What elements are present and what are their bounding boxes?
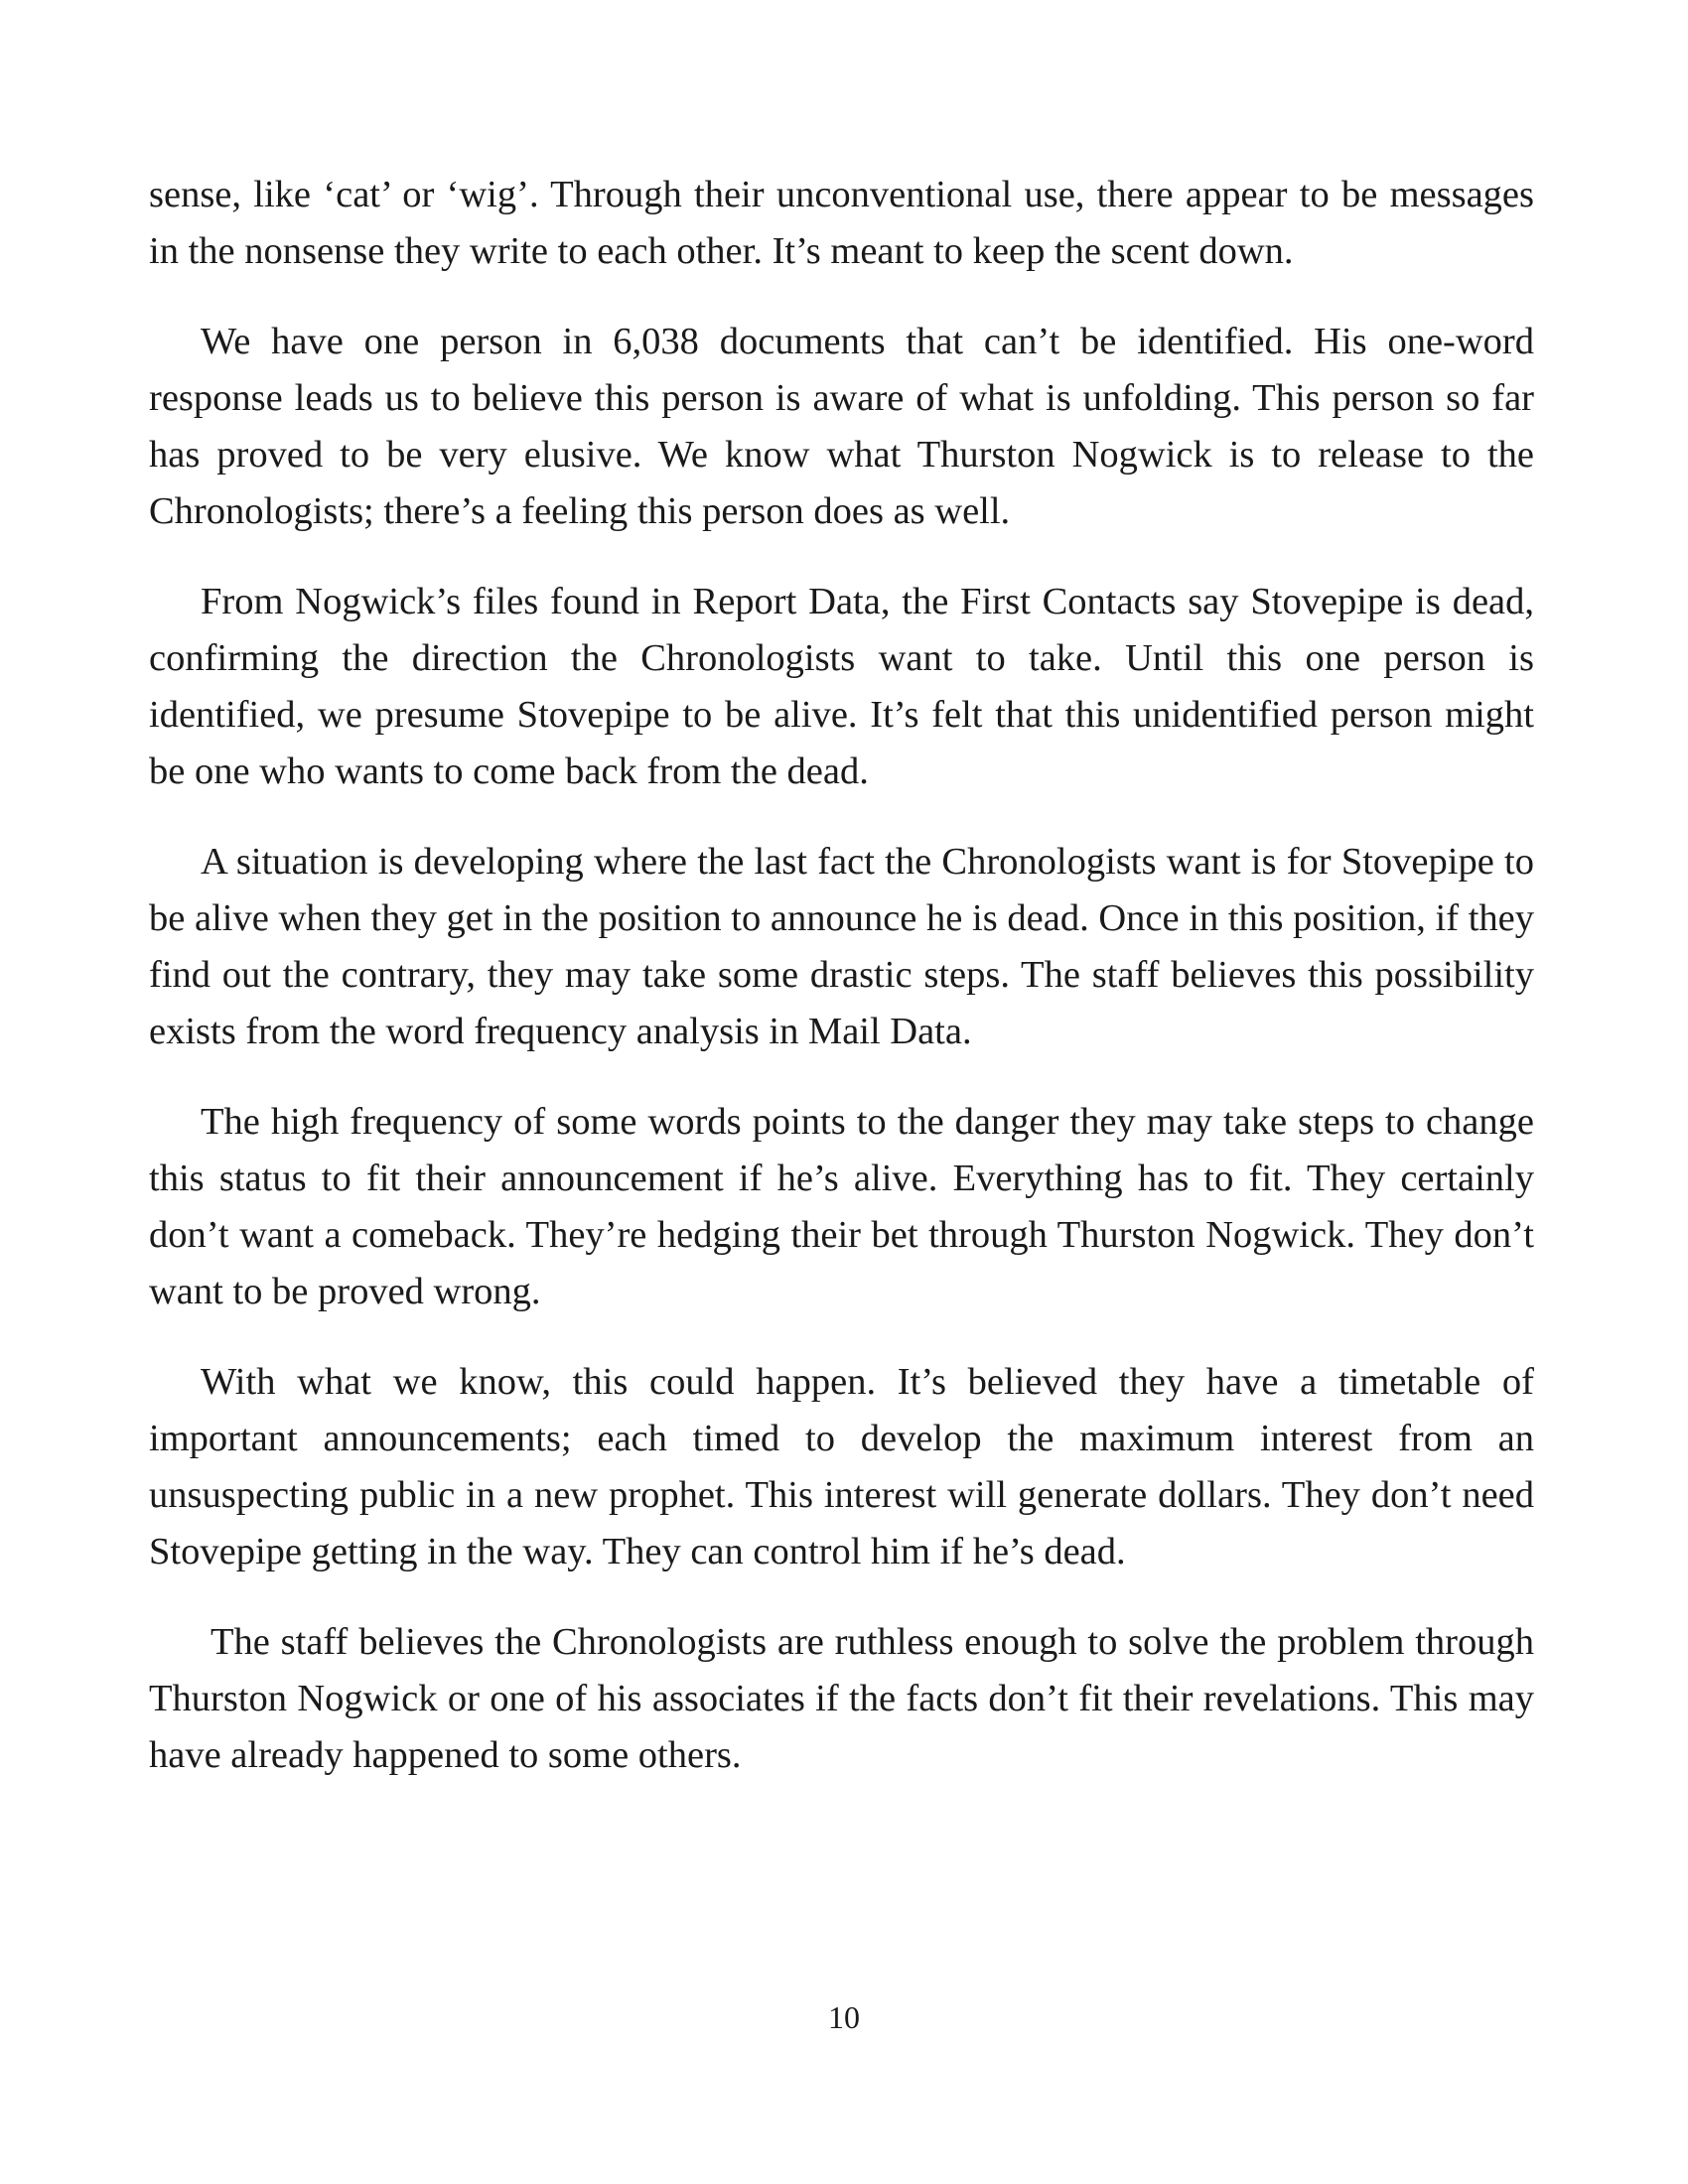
page-body [149, 167, 1534, 1818]
paragraph-4: A situation is developing where the last fact the Chronologists want is for Stovepipe to be alive when they get in the position to announce he is dead. Once in this position, if they find out the contrary, they may take some drastic steps. The staff believes this possibility exists from the word frequency analysis in Mail Data. [149, 841, 1534, 1052]
paragraph-6: With what we know, this could happen. It’s believed they have a timetable of important announcements; each timed to develop the maximum interest from an unsuspecting public in a new prophet. This interest will generate dollars. They don’t need Stovepipe getting in the way. They can control him if he’s dead. [149, 1361, 1534, 1572]
paragraph-5: The high frequency of some words points to the danger they may take steps to change this status to fit their announcement if he’s alive. Everything has to fit. They certainly don’t want a comeback. They’re hedging their bet through Thurston Nogwick. They don’t want to be proved wrong. [149, 1101, 1534, 1312]
paragraph-2: We have one person in 6,038 documents that can’t be identified. His one-word response leads us to believe this person is aware of what is unfolding. This person so far has proved to be very elusive. We know what Thurston Nogwick is to release to the Chronologists; there’s a feeling this person does as well. [149, 321, 1534, 532]
paragraph-3: From Nogwick’s files found in Report Data, the First Contacts say Stovepipe is dead, confirming the direction the Chronologists want to take. Until this one person is identified, we presume Stovepipe to be alive. It’s felt that this unidentified person might be one who wants to come back from the dead. [149, 581, 1534, 792]
paragraph-7: The staff believes the Chronologists are ruthless enough to solve the problem through Thurston Nogwick or one of his associates if the facts don’t fit their revelations. This may have already happened to some others. [149, 1621, 1534, 1776]
paragraph-1: sense, like ‘cat’ or ‘wig’. Through their unconventional use, there appear to be messages in the nonsense they write to each other. It’s meant to keep the scent down. [149, 174, 1534, 272]
page-number: 10 [828, 1999, 860, 2035]
